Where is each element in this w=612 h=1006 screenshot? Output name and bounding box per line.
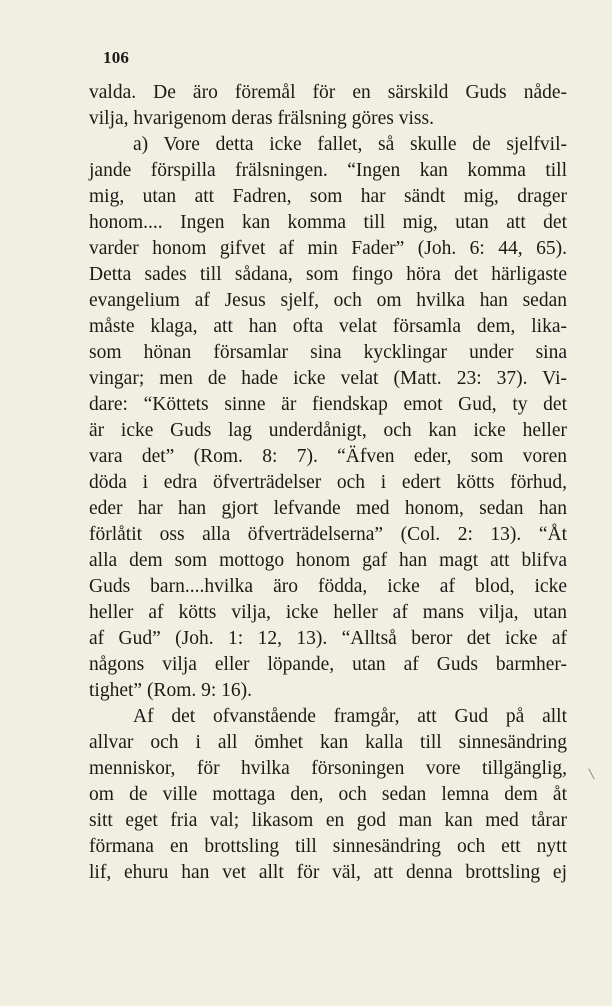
text-line-5: mig, utan att Fadren, som har sändt mig, drager [89, 186, 567, 207]
text-line-2: vilja, hvarigenom deras frälsning göres viss. [89, 108, 434, 129]
text-line-27: menniskor, för hvilka försoningen vore tillgänglig, [89, 758, 567, 779]
text-line-21: heller af kötts vilja, icke heller af mans vilja, utan [89, 602, 567, 623]
text-line-16: döda i edra öfverträdelser och i edert kötts förhud, [89, 472, 567, 493]
text-line-12: vingar; men de hade icke velat (Matt. 23: 37). Vi- [89, 368, 567, 389]
margin-mark [588, 768, 595, 779]
text-line-28: om de ville mottaga den, och sedan lemna dem åt [89, 784, 567, 805]
text-line-13: dare: “Köttets sinne är fiendskap emot Gud, ty det [89, 394, 567, 415]
text-line-3: a) Vore detta icke fallet, så skulle de sjelfvil- [133, 134, 567, 155]
text-line-23: någons vilja eller löpande, utan af Guds barmher- [89, 654, 567, 675]
text-line-11: som hönan församlar sina kycklingar under sina [89, 342, 567, 363]
text-line-10: måste klaga, att han ofta velat församla dem, lika- [89, 316, 567, 337]
text-line-9: evangelium af Jesus sjelf, och om hvilka han sedan [89, 290, 567, 311]
text-line-4: jande förspilla frälsningen. “Ingen kan komma till [89, 160, 567, 181]
text-line-26: allvar och i all ömhet kan kalla till sinnesändring [89, 732, 567, 753]
text-line-7: varder honom gifvet af min Fader” (Joh. 6: 44, 65). [89, 238, 567, 259]
text-line-24: tighet” (Rom. 9: 16). [89, 680, 253, 701]
text-line-17: eder har han gjort lefvande med honom, sedan han [89, 498, 567, 519]
text-line-18: förlåtit oss alla öfverträdelserna” (Col. 2: 13). “Åt [89, 524, 567, 545]
text-line-31: lif, ehuru han vet allt för väl, att denna brottsling ej [89, 862, 567, 883]
page-body-text [89, 80, 567, 886]
text-line-25: Af det ofvanstående framgår, att Gud på allt [133, 706, 567, 727]
text-line-30: förmana en brottsling till sinnesändring och ett nytt [89, 836, 567, 857]
text-line-14: är icke Guds lag underdånigt, och kan icke heller [89, 420, 567, 441]
text-line-22: af Gud” (Joh. 1: 12, 13). “Alltså beror det icke af [89, 628, 567, 649]
text-line-6: honom.... Ingen kan komma till mig, utan att det [89, 212, 567, 233]
text-line-19: alla dem som mottogo honom gaf han magt att blifva [89, 550, 567, 571]
text-line-8: Detta sades till sådana, som fingo höra det härligaste [89, 264, 567, 285]
text-line-1: valda. De äro föremål för en särskild Guds nåde- [89, 82, 567, 103]
text-line-15: vara det” (Rom. 8: 7). “Äfven eder, som voren [89, 446, 567, 467]
text-line-29: sitt eget fria val; likasom en god man kan med tårar [89, 810, 567, 831]
page-number: 106 [103, 48, 130, 67]
text-line-20: Guds barn....hvilka äro födda, icke af blod, icke [89, 576, 567, 597]
